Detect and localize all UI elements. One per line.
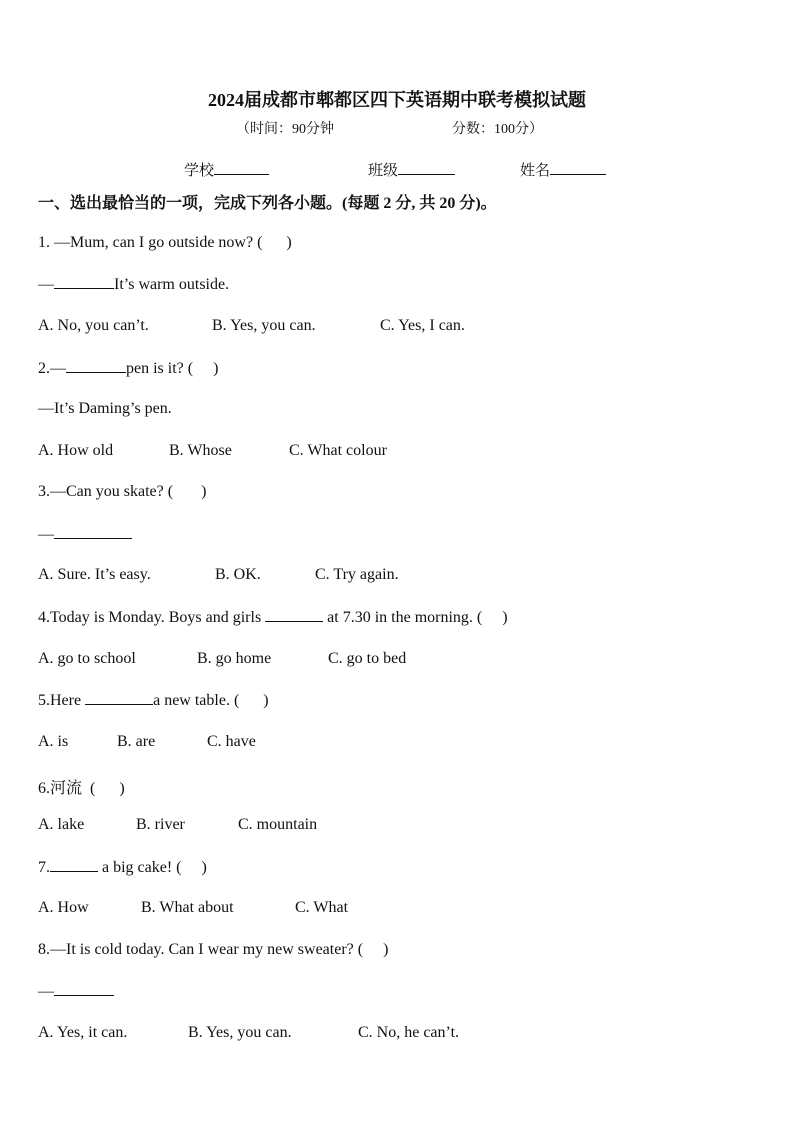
name-field bbox=[520, 159, 606, 180]
question-4-stem: 4.Today is Monday. Boys and girls at 7.30 in the morning. ( ) bbox=[38, 609, 508, 626]
option-c[interactable]: C. What colour bbox=[289, 442, 387, 459]
option-a[interactable]: A. Sure. It’s easy. bbox=[38, 566, 151, 583]
answer-blank[interactable] bbox=[54, 525, 132, 539]
section-1-title: 一、选出最恰当的一项，完成下列各小题。(每题 2 分, 共 20 分)。 bbox=[38, 195, 497, 212]
name-label: 姓名 bbox=[520, 163, 551, 179]
option-a[interactable]: A. No, you can’t. bbox=[38, 317, 149, 334]
answer-blank[interactable] bbox=[50, 858, 98, 872]
option-a[interactable]: A. is bbox=[38, 733, 69, 750]
option-b[interactable]: B. Whose bbox=[169, 442, 232, 459]
class-blank[interactable] bbox=[398, 160, 455, 175]
option-b[interactable]: B. Yes, you can. bbox=[188, 1024, 292, 1041]
question-5-options bbox=[38, 733, 256, 751]
school-label: 学校 bbox=[184, 163, 215, 179]
class-field bbox=[368, 159, 455, 180]
exam-score: 分数：100分） bbox=[452, 122, 543, 137]
option-c[interactable]: C. have bbox=[207, 733, 256, 750]
page-title: 2024届成都市郫都区四下英语期中联考模拟试题 bbox=[208, 90, 586, 110]
option-b[interactable]: B. river bbox=[136, 816, 185, 833]
question-4-options bbox=[38, 650, 406, 668]
name-blank[interactable] bbox=[550, 160, 606, 175]
question-3-options bbox=[38, 566, 399, 584]
question-5-stem: 5.Here a new table. ( ) bbox=[38, 692, 269, 709]
option-c[interactable]: C. No, he can’t. bbox=[358, 1024, 460, 1041]
question-3-reply: — bbox=[38, 525, 132, 544]
option-c[interactable]: C. Yes, I can. bbox=[380, 317, 465, 334]
option-b[interactable]: B. OK. bbox=[215, 566, 261, 583]
option-b[interactable]: B. What about bbox=[141, 899, 234, 916]
answer-blank[interactable] bbox=[54, 275, 114, 289]
option-c[interactable]: C. Try again. bbox=[315, 566, 399, 583]
question-2-options bbox=[38, 442, 387, 460]
question-7-options bbox=[38, 899, 348, 917]
question-2-reply: —It’s Daming’s pen. bbox=[38, 400, 172, 417]
option-a[interactable]: A. lake bbox=[38, 816, 85, 833]
question-1-options bbox=[38, 317, 465, 335]
option-a[interactable]: A. Yes, it can. bbox=[38, 1024, 128, 1041]
question-8-reply: — bbox=[38, 982, 114, 1001]
option-a[interactable]: A. go to school bbox=[38, 650, 136, 667]
exam-time: （时间：90分钟 bbox=[236, 122, 334, 137]
school-field bbox=[184, 159, 269, 180]
option-c[interactable]: C. go to bed bbox=[328, 650, 407, 667]
question-8-stem: 8.—It is cold today. Can I wear my new sweater? ( ) bbox=[38, 941, 389, 958]
school-blank[interactable] bbox=[214, 160, 269, 175]
option-a[interactable]: A. How old bbox=[38, 442, 114, 459]
question-1-stem: 1. —Mum, can I go outside now? ( ) bbox=[38, 234, 292, 251]
option-c[interactable]: C. mountain bbox=[238, 816, 318, 833]
class-label: 班级 bbox=[368, 163, 399, 179]
answer-blank[interactable] bbox=[85, 691, 153, 705]
answer-blank[interactable] bbox=[66, 359, 126, 373]
answer-blank[interactable] bbox=[265, 608, 323, 622]
question-2-stem: 2.— pen is it? ( ) bbox=[38, 360, 219, 377]
question-6-stem: 6.河流 ( ) bbox=[38, 780, 125, 797]
option-a[interactable]: A. How bbox=[38, 899, 89, 916]
answer-blank[interactable] bbox=[54, 982, 114, 996]
question-7-stem: 7. a big cake! ( ) bbox=[38, 859, 207, 876]
option-c[interactable]: C. What bbox=[295, 899, 349, 916]
option-b[interactable]: B. are bbox=[117, 733, 156, 750]
question-8-options bbox=[38, 1024, 459, 1042]
option-b[interactable]: B. go home bbox=[197, 650, 272, 667]
question-6-options bbox=[38, 816, 317, 834]
question-3-stem: 3.—Can you skate? ( ) bbox=[38, 483, 207, 500]
question-1-reply: — It’s warm outside. bbox=[38, 276, 230, 293]
option-b[interactable]: B. Yes, you can. bbox=[212, 317, 316, 334]
